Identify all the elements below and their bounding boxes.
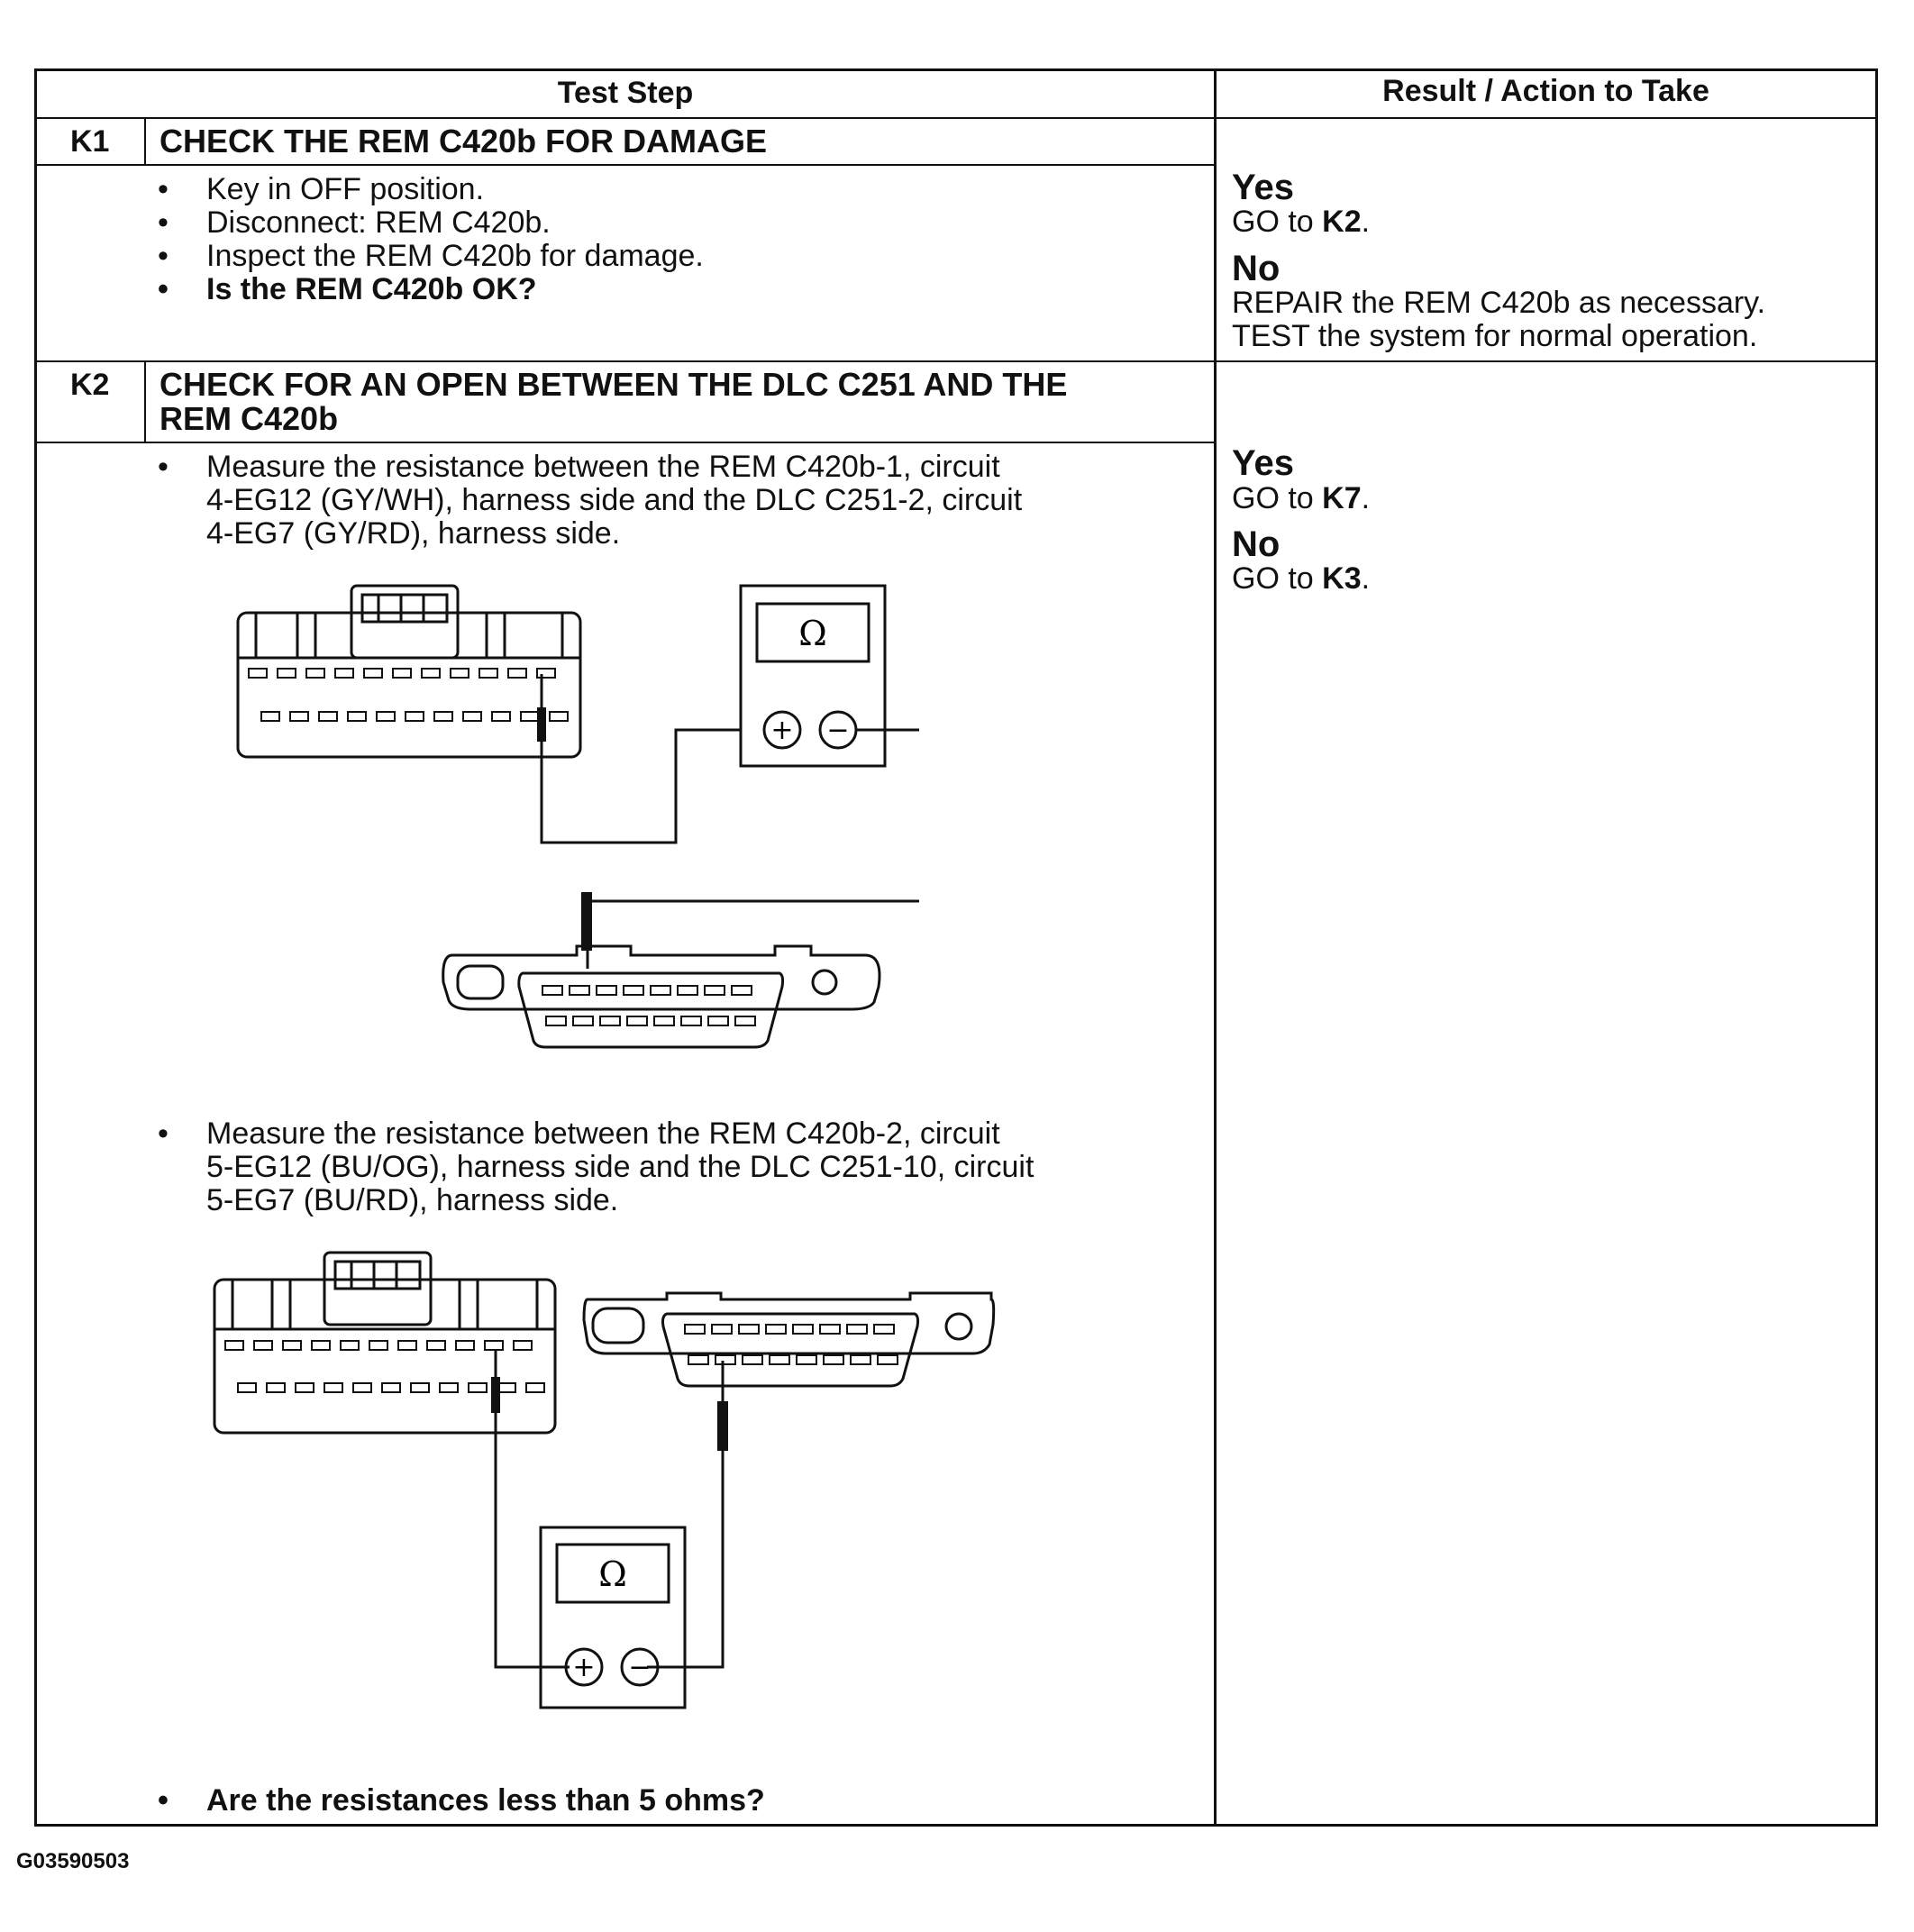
k2-yes-label: Yes xyxy=(1232,443,1294,483)
page: Test Step Result / Action to Take K1 CHECK THE REM C420b FOR DAMAGE • Key in OFF position. • Disconnect: REM C420b. • Inspect the REM C420b for damage. • Is the REM C420b OK? Yes GO to K2. No REPAIR the REM C420b as necessary. TEST the system for normal operation. K2 CHECK FOR AN OPEN BETWEEN THE DLC C251 AND THE REM C420b • Measure the resistance between the REM C420b-1, circuit 4-EG12 (GY/WH), harness side and the DLC C251-2, circuit 4-EG7 (GY/RD), harness side. • Measure the resistance between the REM C420b-2, circuit 5-EG12 (BU/OG), harness side and the DLC C251-10, circuit 5-EG7 (BU/RD), harness side. • Are the resistances less than 5 ohms? Yes GO to K7. No GO to K3. Ω + − Ω + − G03590503 xyxy=(0,0,1914,1932)
k2-top-divider xyxy=(34,360,1878,362)
k2-no-label: No xyxy=(1232,524,1281,564)
table-border-left xyxy=(34,68,37,1826)
bullet-dot: • xyxy=(158,1116,169,1151)
k1-no-action-1: REPAIR the REM C420b as necessary. xyxy=(1232,286,1766,320)
k1-step-title: CHECK THE REM C420b FOR DAMAGE xyxy=(160,123,768,159)
bullet-dot: • xyxy=(158,272,169,306)
probe-tip xyxy=(581,892,592,951)
k2-no-step-link[interactable]: K3 xyxy=(1322,561,1362,596)
diagram-1-resistance-check xyxy=(216,559,919,1063)
k2-step-title-line2: REM C420b xyxy=(160,400,339,437)
table-border-right xyxy=(1875,68,1878,1826)
dlc-connector-1 xyxy=(443,946,880,1047)
k2-yes-action: GO to K7. xyxy=(1232,481,1371,515)
rem-connector-1 xyxy=(238,586,580,757)
k2-title-divider xyxy=(34,442,1215,443)
k2-no-action: GO to K3. xyxy=(1232,561,1371,596)
dlc-connector-2 xyxy=(584,1293,994,1386)
k1-id-divider xyxy=(144,117,146,165)
bullet-dot: • xyxy=(158,450,169,484)
header-test-step: Test Step xyxy=(557,76,694,110)
k2-id-divider xyxy=(144,360,146,442)
k1-no-action-2: TEST the system for normal operation. xyxy=(1232,319,1758,353)
k1-yes-action: GO to K2. xyxy=(1232,205,1371,239)
test-lead-positive xyxy=(496,1350,570,1667)
k1-title-divider xyxy=(34,164,1215,166)
test-lead-positive xyxy=(542,674,741,843)
header-divider xyxy=(34,117,1878,119)
table-border-bottom xyxy=(34,1824,1878,1827)
k1-yes-label: Yes xyxy=(1232,168,1294,207)
k2-step-title-line1: CHECK FOR AN OPEN BETWEEN THE DLC C251 AND THE xyxy=(160,366,1068,403)
bullet-dot: • xyxy=(158,172,169,206)
table-border-top xyxy=(34,68,1878,71)
figure-code: G03590503 xyxy=(16,1849,130,1873)
k2-step-id: K2 xyxy=(70,368,110,402)
k1-step-id: K1 xyxy=(70,124,110,159)
ohmmeter-1 xyxy=(741,586,885,766)
rem-connector-2 xyxy=(214,1253,555,1433)
k2-yes-step-link[interactable]: K7 xyxy=(1322,481,1362,515)
bullet-dot: • xyxy=(158,239,169,273)
svg-text:+: + xyxy=(572,1652,596,1683)
bullet-dot: • xyxy=(158,205,169,240)
diagram-2-resistance-check xyxy=(198,1244,1027,1730)
svg-text:−: − xyxy=(826,715,850,746)
ohm-symbol: Ω xyxy=(798,614,827,653)
k1-no-label: No xyxy=(1232,249,1281,288)
bullet-dot: • xyxy=(158,1783,169,1818)
svg-text:+: + xyxy=(770,715,794,746)
column-divider xyxy=(1214,68,1217,1826)
header-result-action: Result / Action to Take xyxy=(1382,74,1709,108)
svg-text:−: − xyxy=(628,1652,652,1683)
ohmmeter-2 xyxy=(541,1527,685,1708)
k1-yes-step-link[interactable]: K2 xyxy=(1322,205,1362,239)
ohm-symbol: Ω xyxy=(598,1554,627,1594)
